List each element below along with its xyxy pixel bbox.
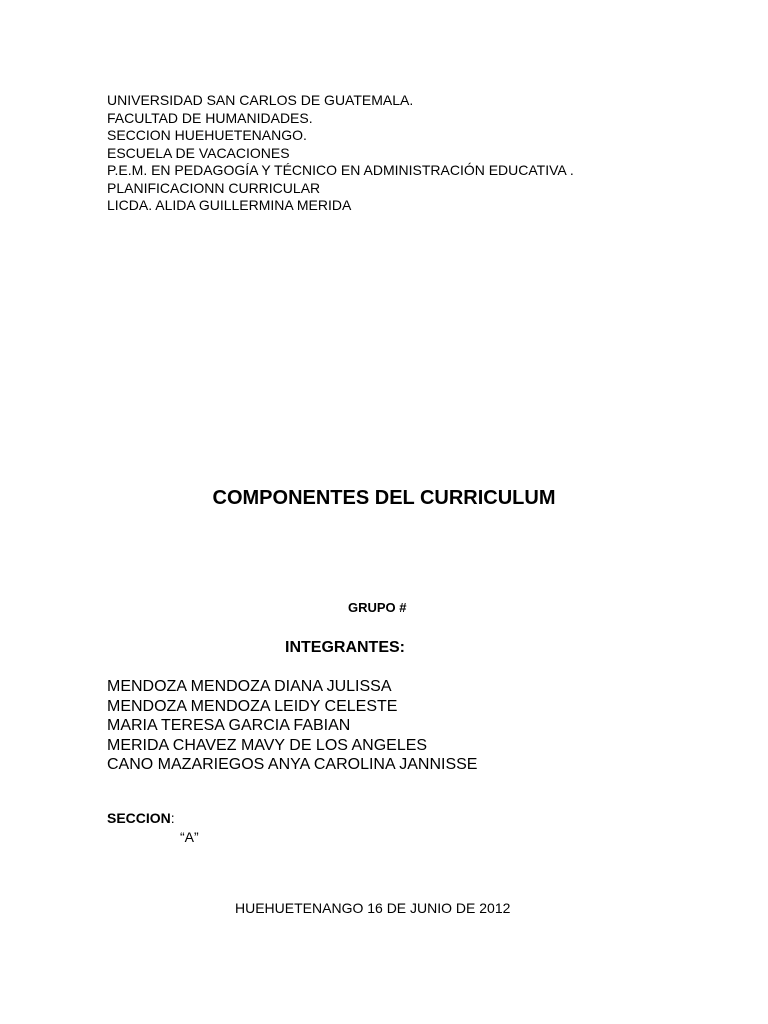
member-name: MENDOZA MENDOZA LEIDY CELESTE <box>107 697 398 715</box>
header-school: ESCUELA DE VACACIONES <box>107 144 290 161</box>
institution-header <box>107 92 727 215</box>
member-name: MENDOZA MENDOZA DIANA JULISSA <box>107 678 392 695</box>
header-university: UNIVERSIDAD SAN CARLOS DE GUATEMALA. <box>107 92 414 108</box>
section-label <box>107 810 175 827</box>
group-label: GRUPO # <box>348 600 407 615</box>
document-title: COMPONENTES DEL CURRICULUM <box>212 487 556 509</box>
section-value: “A” <box>180 829 199 845</box>
section-label-text: SECCION <box>107 810 171 826</box>
member-name: CANO MAZARIEGOS ANYA CAROLINA JANNISSE <box>107 756 478 773</box>
header-program: P.E.M. EN PEDAGOGÍA Y TÉCNICO EN ADMINISTRACIÓN EDUCATIVA . <box>107 162 574 178</box>
header-instructor: LICDA. ALIDA GUILLERMINA MERIDA <box>107 197 352 213</box>
header-section: SECCION HUEHUETENANGO. <box>107 127 307 143</box>
section-label-colon: : <box>170 810 175 826</box>
header-course: PLANIFICACIONN CURRICULAR <box>107 179 321 196</box>
header-faculty: FACULTAD DE HUMANIDADES. <box>107 109 313 126</box>
members-list <box>107 677 477 775</box>
member-name: MARIA TERESA GARCIA FABIAN <box>107 717 351 734</box>
member-name: MERIDA CHAVEZ MAVY DE LOS ANGELES <box>107 736 428 754</box>
place-date: HUEHUETENANGO 16 DE JUNIO DE 2012 <box>235 900 511 916</box>
members-heading: INTEGRANTES: <box>285 639 405 656</box>
